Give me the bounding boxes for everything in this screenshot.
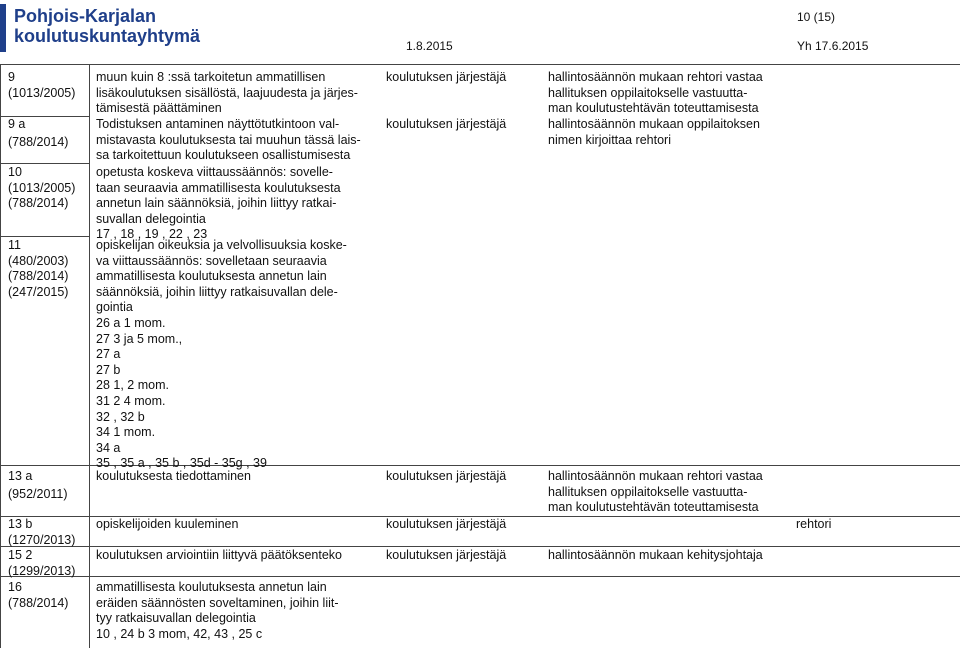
matter-line: ammatillisesta koulutuksesta annetun lain — [96, 269, 327, 284]
matter-line: 34 a — [96, 440, 121, 455]
section-ref: 9 a — [8, 117, 26, 131]
matter-line: muun kuin 8 :ssä tarkoitetun ammatillisen — [96, 70, 326, 84]
amendment-ref: (788/2014) — [8, 196, 69, 211]
section-ref: 10 — [8, 165, 22, 179]
matter-line: 34 1 mom. — [96, 425, 156, 440]
amendment-ref: (1299/2013) — [8, 563, 76, 578]
matter-cell — [96, 238, 347, 472]
matter-line: taan seuraavia ammatillisesta koulutuksesta — [96, 180, 341, 195]
section-ref: 13 a — [8, 469, 33, 483]
amendment-ref: (952/2011) — [8, 486, 68, 501]
section-ref: 9 — [8, 70, 15, 84]
matter-line: 32 , 32 b — [96, 409, 145, 424]
matter-line: 27 a — [96, 347, 121, 362]
matter-cell — [96, 469, 251, 485]
authority-cell — [548, 548, 763, 564]
organizer-cell: koulutuksen järjestäjä — [386, 548, 507, 562]
organizer-cell: koulutuksen järjestäjä — [386, 70, 507, 84]
matter-cell — [96, 70, 358, 117]
section-ref: 11 — [8, 238, 21, 252]
section-cell — [8, 238, 68, 300]
page-number: 10 (15) — [797, 10, 836, 24]
table-top-rule — [0, 64, 960, 65]
board-date: Yh 17.6.2015 — [797, 39, 869, 53]
matter-line: opiskelijan oikeuksia ja velvollisuuksia koske- — [96, 238, 347, 252]
matter-line: 27 b — [96, 362, 121, 377]
matter-line: 31 2 4 mom. — [96, 393, 166, 408]
matter-line: 17 , 18 , 19 , 22 , 23 — [96, 227, 208, 242]
amendment-ref: (788/2014) — [8, 269, 69, 284]
matter-cell — [96, 165, 341, 243]
logo-bar — [0, 4, 6, 52]
matter-cell — [96, 580, 339, 642]
matter-cell — [96, 517, 238, 533]
column-divider — [89, 64, 90, 648]
amendment-ref: (1013/2005) — [8, 85, 76, 100]
section-cell — [8, 70, 75, 101]
matter-line: suvallan delegointia — [96, 211, 206, 226]
authority-cell — [548, 70, 763, 117]
page-header — [0, 0, 960, 60]
matter-line: sa tarkoitettuun koulutukseen osallistumisesta — [96, 148, 351, 163]
matter-line: 28 1, 2 mom. — [96, 378, 169, 393]
authority-line: man koulutustehtävän toteuttamisesta — [548, 500, 759, 515]
section-cell — [8, 580, 68, 611]
matter-line: gointia — [96, 300, 133, 315]
matter-line: 26 a 1 mom. — [96, 315, 166, 330]
matter-line: ammatillisesta koulutuksesta annetun lain — [96, 580, 327, 594]
matter-line: 35 , 35 a , 35 b , 35d - 35g , 39 — [96, 456, 267, 471]
amendment-ref: (788/2014) — [8, 595, 69, 610]
matter-line: opetusta koskeva viittaussäännös: sovelle- — [96, 165, 333, 179]
matter-line: koulutuksen arviointiin liittyvä päätöksenteko — [96, 548, 342, 562]
authority-line: hallintosäännön mukaan oppilaitoksen — [548, 117, 760, 131]
effective-date: 1.8.2015 — [406, 39, 453, 53]
authority-line: man koulutustehtävän toteuttamisesta — [548, 101, 759, 116]
matter-line: 27 3 ja 5 mom., — [96, 331, 183, 346]
matter-line: tämisestä päättäminen — [96, 101, 222, 116]
authority-line: hallintosäännön mukaan kehitysjohtaja — [548, 548, 763, 562]
table-left-rule — [0, 64, 1, 648]
section-ref: 16 — [8, 580, 22, 594]
row-divider — [0, 546, 960, 547]
row-divider — [0, 163, 90, 164]
authority-cell — [548, 469, 763, 516]
matter-line: säännöksiä, joihin liittyy ratkaisuvallan dele- — [96, 284, 338, 299]
authority-line: hallintosäännön mukaan rehtori vastaa — [548, 70, 763, 84]
matter-cell — [96, 548, 342, 564]
matter-line: 10 , 24 b 3 mom, 42, 43 , 25 c — [96, 626, 263, 641]
amendment-ref: (1270/2013) — [8, 532, 76, 547]
matter-line: va viittaussäännös: sovelletaan seuraavia — [96, 253, 327, 268]
matter-line: tyy ratkaisuvallan delegointia — [96, 611, 256, 626]
amendment-ref: (247/2015) — [8, 284, 69, 299]
matter-line: opiskelijoiden kuuleminen — [96, 517, 239, 531]
decider-cell: rehtori — [796, 517, 832, 531]
matter-cell — [96, 117, 361, 164]
matter-line: lisäkoulutuksen sisällöstä, laajuudesta ja järjes- — [96, 85, 358, 100]
authority-line: nimen kirjoittaa rehtori — [548, 132, 671, 147]
matter-line: mistavasta koulutuksesta tai muuhun tässä lais- — [96, 132, 361, 147]
amendment-ref: (1013/2005) — [8, 180, 76, 195]
matter-line: Todistuksen antaminen näyttötutkintoon val- — [96, 117, 340, 131]
logo-line-1: Pohjois-Karjalan — [14, 6, 157, 26]
matter-line: eräiden säännösten soveltaminen, joihin liit- — [96, 595, 339, 610]
section-cell — [8, 469, 68, 502]
amendment-ref: (788/2014) — [8, 134, 69, 149]
amendment-ref: (480/2003) — [8, 253, 69, 268]
organizer-cell: koulutuksen järjestäjä — [386, 517, 507, 531]
authority-line: hallintosäännön mukaan rehtori vastaa — [548, 469, 763, 483]
section-cell — [8, 517, 75, 548]
organizer-cell: koulutuksen järjestäjä — [386, 117, 507, 131]
logo-line-2: koulutuskuntayhtymä — [14, 26, 201, 46]
authority-line: hallituksen oppilaitokselle vastuutta- — [548, 85, 748, 100]
section-cell — [8, 548, 75, 579]
row-divider — [0, 576, 960, 577]
section-cell — [8, 165, 75, 212]
row-divider — [0, 236, 90, 237]
section-cell — [8, 117, 68, 150]
matter-line: koulutuksesta tiedottaminen — [96, 469, 251, 483]
authority-cell — [548, 117, 760, 148]
section-ref: 13 b — [8, 517, 33, 531]
organizer-cell: koulutuksen järjestäjä — [386, 469, 507, 483]
section-ref: 15 2 — [8, 548, 33, 562]
matter-line: annetun lain säännöksiä, joihin liittyy ratkai- — [96, 196, 337, 211]
authority-line: hallituksen oppilaitokselle vastuutta- — [548, 484, 748, 499]
